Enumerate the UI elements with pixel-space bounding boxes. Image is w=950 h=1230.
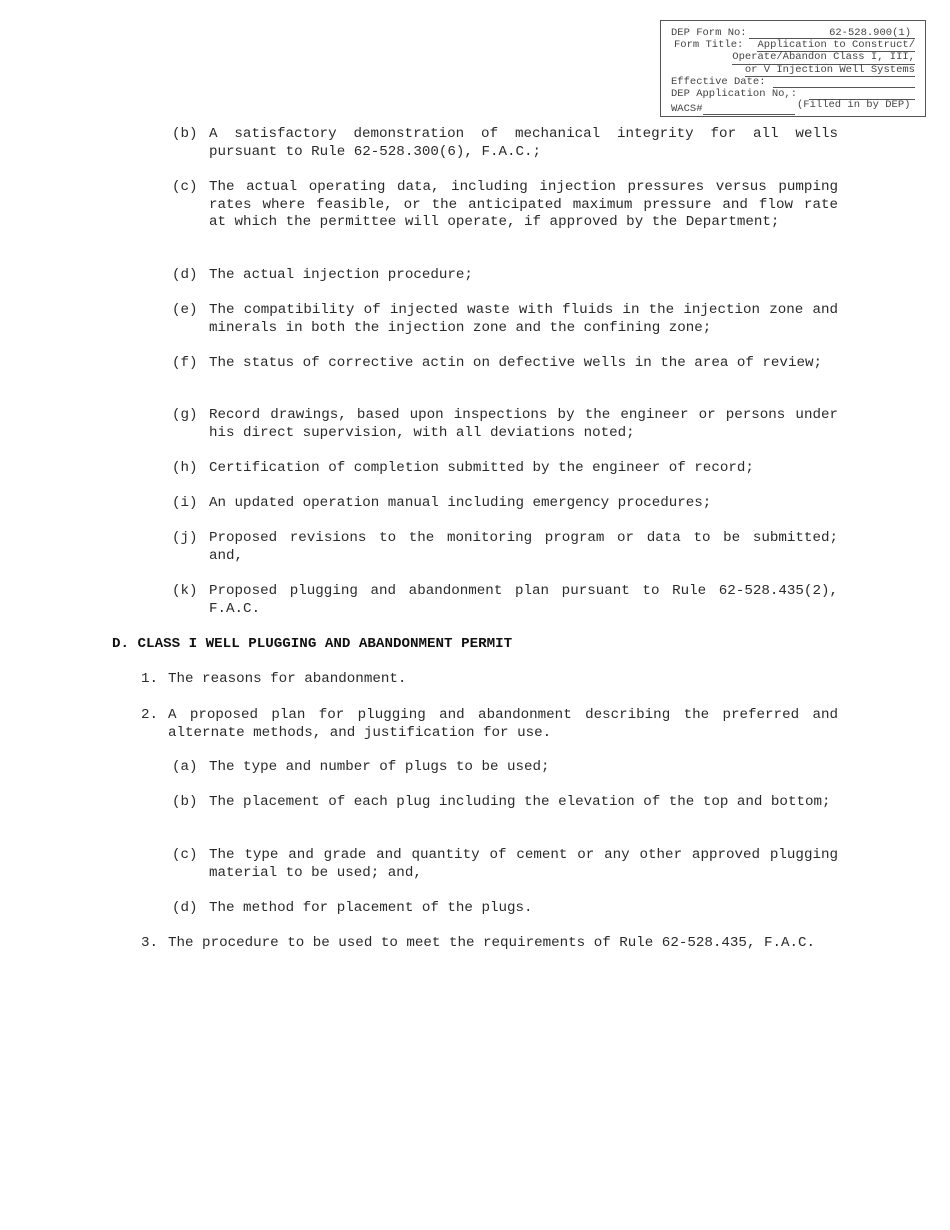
wacs-label: WACS# [671,103,703,116]
form-info-box [660,20,926,117]
effective-date-row [671,76,915,88]
form-title-line2: Operate/Abandon Class I, III, [732,51,915,64]
form-title-line3: or V Injection Well Systems [744,63,915,76]
application-no-field [809,88,915,100]
form-no-value: 62-528.900(1) [829,27,911,39]
form-title-line1: Application to Construct/ [757,39,915,52]
form-no-label: DEP Form No: [671,27,747,39]
wacs-row [671,99,915,116]
filled-by-note: (Filled in by DEP) [797,99,911,112]
wacs-field [703,103,795,115]
effective-date-label: Effective Date: [671,75,766,88]
application-no-label: DEP Application No,: [671,87,798,100]
effective-date-field [773,76,915,88]
form-title-row [671,39,915,51]
form-no-row [671,27,915,39]
form-title-label: Form Title: [674,39,744,52]
section-heading: D. CLASS I WELL PLUGGING AND ABANDONMENT PERMIT [112,636,513,652]
